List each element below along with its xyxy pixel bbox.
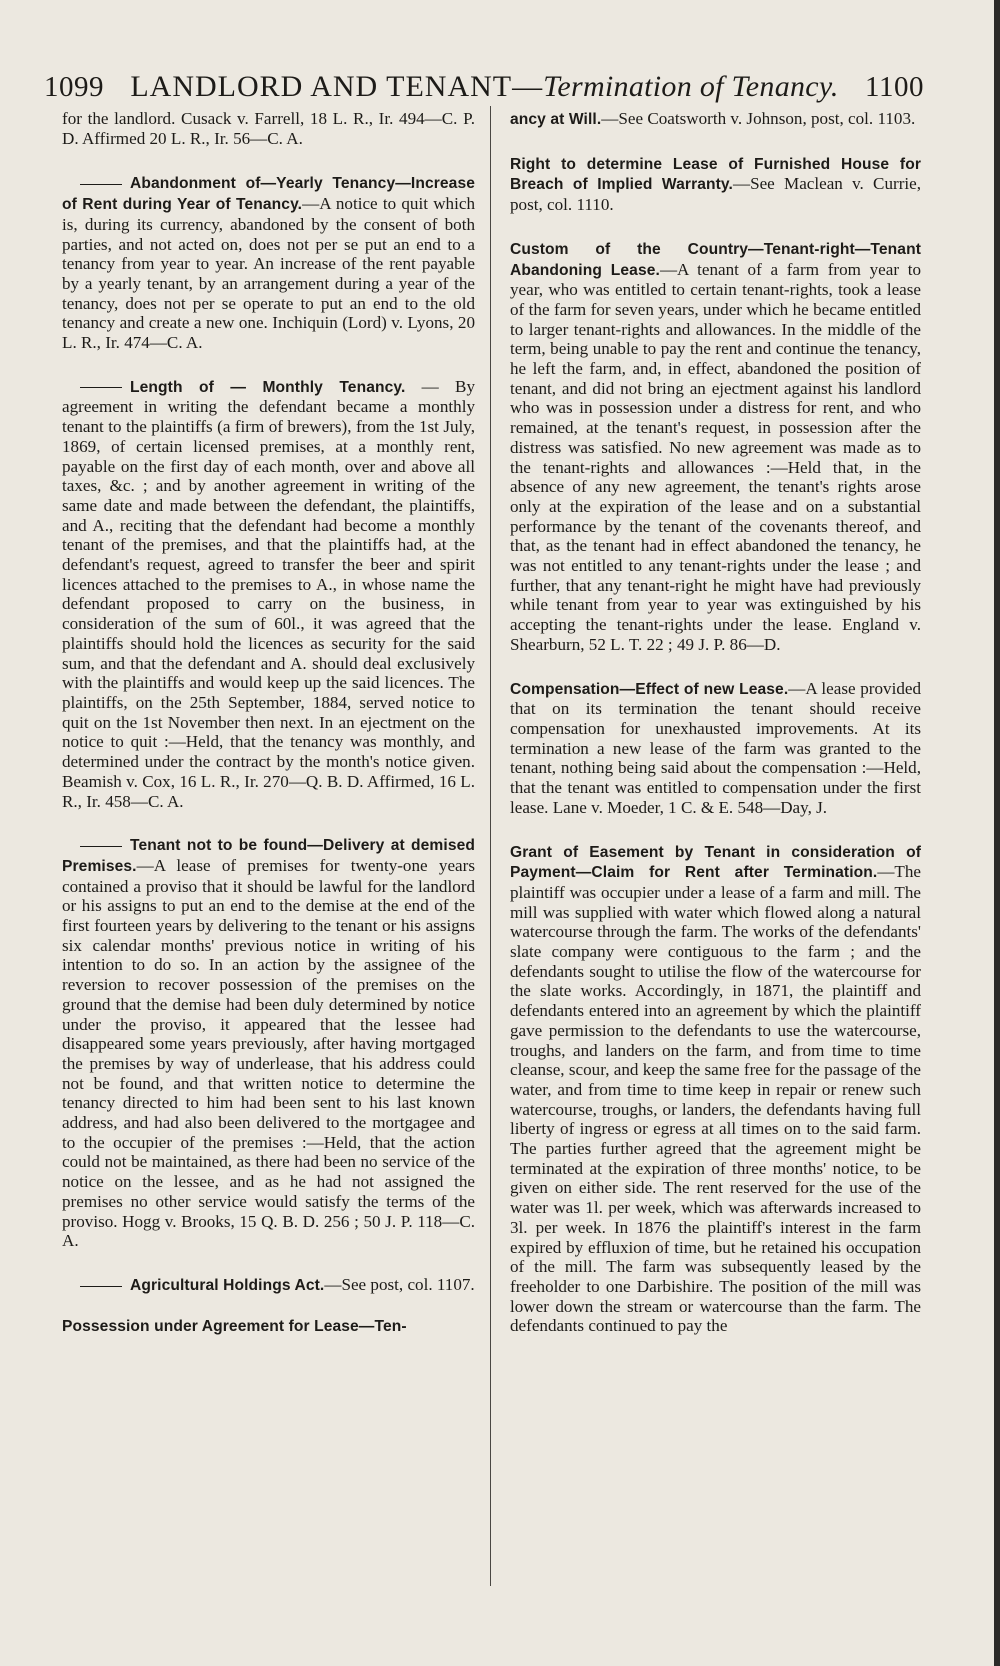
entry-agricultural bbox=[62, 1275, 475, 1296]
entry-heading: Length of — Monthly Tenancy. bbox=[130, 378, 406, 396]
dash-rule bbox=[80, 846, 122, 847]
entry-body: —A lease provided that on its termination the tenant should receive compensation for unexhausted improvements. At its termination a new lease of the farm was granted to the tenant, nothing being said about the compensation :—Held, that the tenant was entitled to compensation under the first lease. Lane v. Moeder, 1 C. & E. 548—Day, J. bbox=[510, 678, 922, 817]
entry-heading: Right to determine Lease of Furnished House for Breach of Implied Warranty. bbox=[510, 155, 921, 194]
dash-rule bbox=[80, 1286, 122, 1287]
paragraph-continued: for the landlord. Cusack v. Farrell, 18 L. R., Ir. 494—C. P. D. Affirmed 20 L. R., Ir. 56—C. A. bbox=[62, 109, 475, 148]
entry-tenant-not-found bbox=[62, 835, 475, 1251]
entry-compensation bbox=[510, 679, 921, 818]
entry-heading: Agricultural Holdings Act. bbox=[130, 1276, 325, 1294]
entry-length bbox=[62, 377, 475, 811]
entry-heading: Grant of Easement by Tenant in consideration of Payment—Claim for Rent after Termination. bbox=[510, 843, 921, 882]
left-column bbox=[62, 109, 475, 1360]
running-title bbox=[130, 70, 838, 104]
entry-heading: Custom of the Country—Tenant-right—Tenant Abandoning Lease. bbox=[510, 240, 921, 279]
page-edge bbox=[994, 0, 1000, 1666]
entry-abandonment bbox=[62, 173, 475, 352]
entry-body: —See Maclean v. Currie, post, col. 1110. bbox=[510, 174, 921, 215]
entry-heading: ancy at Will. bbox=[510, 111, 602, 128]
entry-grant-of-easement bbox=[510, 842, 921, 1337]
entry-furnished-house bbox=[510, 154, 921, 215]
entry-body: —The plaintiff was occupier under a lease of a farm and mill. The mill was supplied with water which flowed along a natural watercourse through the farm. The works of the defendants' slate company were contiguous to the farm ; and the defendants sought to utilise the flow of the watercourse for the slate works. Accordingly, in 1871, the plaintiff and defendants entered into an agreement by which the plaintiff gave permission to the defendants to use the watercourse, troughs, and landers on the farm, and from time to time cleanse, scour, and keep the same free for the passage of the water, and from time to time keep in repair or renew such watercourse, troughs, or landers, the defendants having full liberty of ingress or egress at all times on to the said farm. The parties further agreed that the agreement might be terminated at the expiration of three months' notice, to be given on either side. The rent reserved for the use of the water was 1l. per week, which was afterwards increased to 3l. per week. In 1876 the plaintiff's interest in the farm expired by effluxion of time, but he retained his occupation of the mill. The farm was subsequently leased by the freeholder to one Darbishire. The position of the mill was lower down the stream or watercourse than the farm. The defendants continued to pay the bbox=[510, 862, 921, 1336]
running-title-main: LANDLORD AND TENANT— bbox=[130, 70, 544, 103]
right-page-number: 1100 bbox=[865, 71, 924, 103]
entry-tenancy-at-will bbox=[510, 109, 921, 130]
right-column bbox=[510, 109, 921, 1360]
left-page-number: 1099 bbox=[44, 71, 104, 103]
entry-body: —A notice to quit which is, during its currency, abandoned by the consent of both parties, and not acted on, does not per se put an end to a tenancy from year to year. An increase of the rent payable by a yearly tenant, by an arrangement during a year of the tenancy, does not per se operate to put an end to the old tenancy and create a new one. Inchiquin (Lord) v. Lyons, 20 L. R., Ir. 474—C. A. bbox=[62, 194, 475, 353]
entry-heading: Tenant not to be found—Delivery at demised Premises. bbox=[62, 837, 475, 875]
entry-body: —A tenant of a farm from year to year, who was entitled to certain tenant-rights, took a lease of the farm for seven years, under which he became entitled to larger tenant-rights and allowances. In the middle of the term, being unable to pay the rent and continue the tenancy, he left the farm, and, in effect, abandoned the position of tenant, and did not bring an ejectment against his landlord who was in possession under a distress for rent, and who remained, at the tenant's request, in possession after the distress was satisfied. No new agreement was made as to the tenant-rights and allowances :—Held that, in the absence of any new agreement, the tenant's rights arose only at the expiration of the lease and on a substantial performance by the tenant of the covenants thereof, and that, as the tenant had in effect abandoned the tenancy, he was not entitled to any tenant-rights under the lease ; and further, that any tenant-right he might have had previously while tenant from year to year was extinguished by his accepting the tenant-rights under the lease. England v. Shearburn, 52 L. T. 22 ; 49 J. P. 86—D. bbox=[510, 259, 921, 654]
entry-heading: Possession under Agreement for Lease—Ten- bbox=[62, 1317, 407, 1335]
entry-custom-of-country bbox=[510, 239, 921, 655]
dash-rule bbox=[80, 387, 122, 388]
entry-possession bbox=[62, 1316, 475, 1337]
running-title-sub: Termination of Tenancy. bbox=[543, 70, 839, 103]
dash-rule bbox=[80, 184, 122, 185]
entry-heading: Compensation—Effect of new Lease. bbox=[510, 680, 789, 698]
column-divider bbox=[490, 106, 491, 1586]
running-header bbox=[44, 70, 924, 104]
entry-body: —See post, col. 1107. bbox=[324, 1274, 475, 1294]
entry-heading: Abandonment of—Yearly Tenancy—Increase of Rent during Year of Tenancy. bbox=[62, 175, 475, 214]
entry-body: — By agreement in writing the defendant became a monthly tenant to the plaintiffs (a firm of brewers), from the 1st July, 1869, of certain licensed premises, at a monthly rent, payable on the first day of each month, over and above all taxes, &c. ; and by another agreement in writing of the same date and made between the defendant, the plaintiffs, and A., reciting that the defendant had become a monthly tenant of the premises, and that the plaintiffs had, at the defendant's request, agreed to transfer the beer and spirit licences attached to the premises to A., in whose name the defendant proposed to carry on the business, in consideration of the sum of 60l., it was agreed that the plaintiffs should hold the licences as security for the said sum, and that the defendant and A. should deal exclusively with the plaintiffs and would keep up the said licences. The plaintiffs, on the 25th September, 1884, served notice to quit on the 1st November then next. In an ejectment on the notice to quit :—Held, that the tenancy was monthly, and determined under the contract by the month's notice given. Beamish v. Cox, 16 L. R., Ir. 270—Q. B. D. Affirmed, 16 L. R., Ir. 458—C. A. bbox=[62, 376, 475, 811]
entry-body: —See Coatsworth v. Johnson, post, col. 1103. bbox=[601, 109, 916, 128]
entry-body: —A lease of premises for twenty-one years contained a proviso that it should be lawful for the landlord or his assigns to put an end to the demise at the end of the first fourteen years by delivering to the tenant or his assigns six calendar months' previous notice in writing of his intention to do so. In an action by the assignee of the reversion to recover possession of the premises on the ground that the demise had been duly determined by notice under the proviso, it appeared that the lessee had disappeared some years previously, after having mortgaged the premises by way of underlease, that his address could not be found, and that written notice to determine the tenancy directed to him had been sent to his last known address, and had also been delivered to the mortgagee and to the occupier of the premises :—Held, that the action could not be maintained, as there had been no service of the notice on the lessee, and as he had not assigned the premises no other service would satisfy the terms of the proviso. Hogg v. Brooks, 15 Q. B. D. 256 ; 50 J. P. 118—C. A. bbox=[62, 855, 475, 1251]
